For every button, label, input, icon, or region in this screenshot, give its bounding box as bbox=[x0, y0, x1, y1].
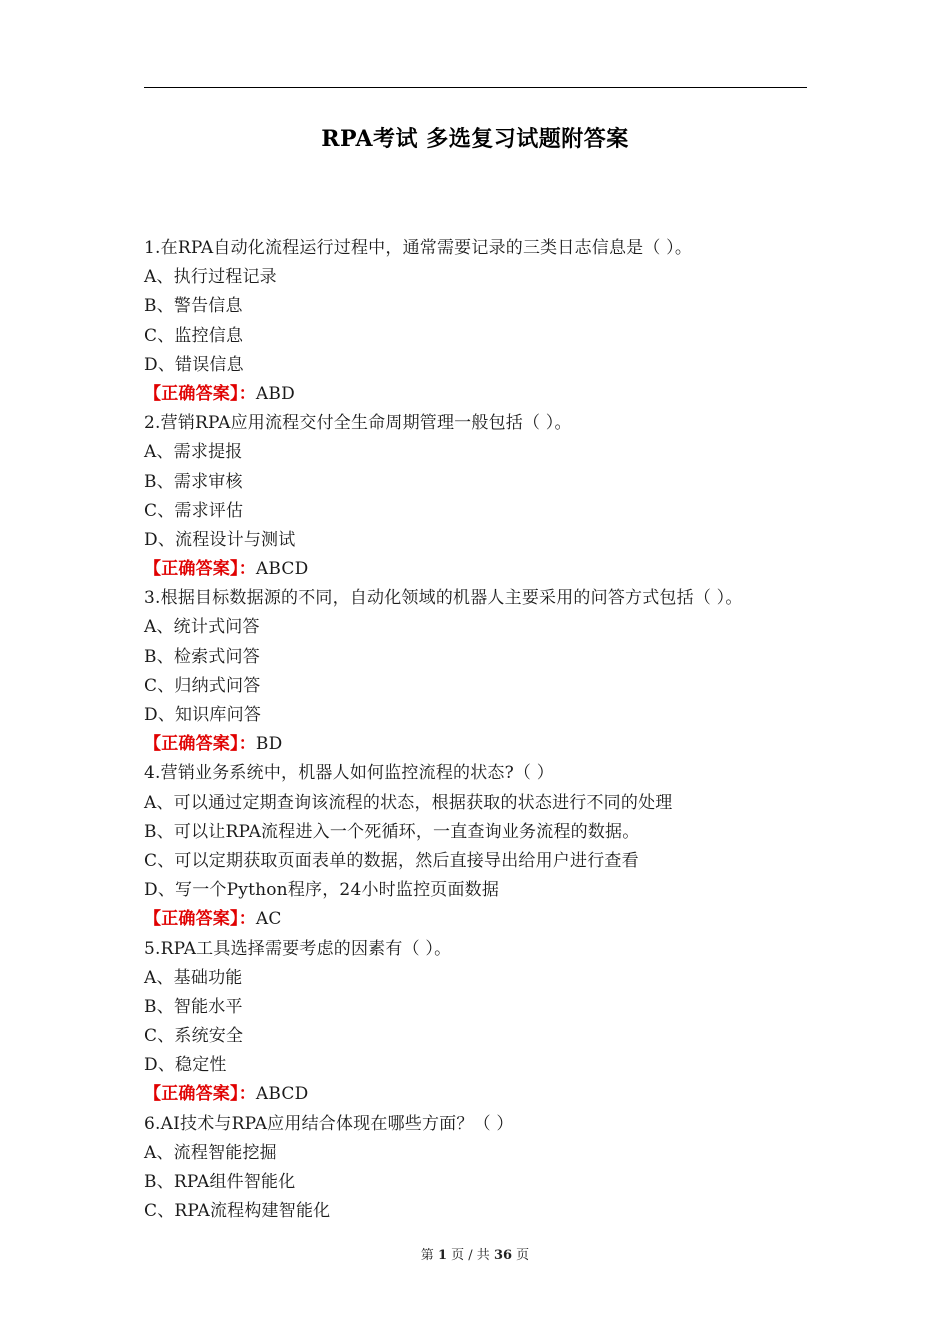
footer-page-number: 1 bbox=[437, 1248, 447, 1263]
answer-value: ABD bbox=[255, 383, 295, 404]
answer-value: AC bbox=[255, 909, 282, 930]
answer-label: 【正确答案】： bbox=[144, 559, 256, 580]
answer-line bbox=[144, 905, 824, 934]
answer-value: ABCD bbox=[255, 559, 309, 580]
footer-suffix: 页 bbox=[516, 1248, 530, 1263]
option: A、需求提报 bbox=[144, 442, 243, 463]
option: B、RPA组件智能化 bbox=[144, 1172, 296, 1192]
option: D、稳定性 bbox=[144, 1055, 227, 1076]
option: A、流程智能挖掘 bbox=[144, 1142, 277, 1163]
answer-label: 【正确答案】： bbox=[144, 1084, 256, 1105]
question-stem: 5.RPA工具选择需要考虑的因素有（ ）。 bbox=[144, 938, 452, 959]
answer-line bbox=[144, 555, 824, 584]
answer-label: 【正确答案】： bbox=[144, 383, 256, 404]
footer-prefix: 第 bbox=[420, 1248, 434, 1263]
answer-label: 【正确答案】： bbox=[144, 734, 256, 755]
option: D、知识库问答 bbox=[144, 705, 262, 725]
question-list bbox=[144, 234, 824, 1226]
option: A、执行过程记录 bbox=[144, 267, 277, 288]
question-stem: 1.在RPA自动化流程运行过程中，通常需要记录的三类日志信息是（ ）。 bbox=[144, 238, 693, 258]
answer-line bbox=[144, 380, 824, 409]
answer-value: BD bbox=[255, 734, 283, 755]
option: C、RPA流程构建智能化 bbox=[144, 1201, 331, 1222]
option: A、统计式问答 bbox=[144, 617, 260, 638]
question-stem: 2.营销RPA应用流程交付全生命周期管理一般包括（ ）。 bbox=[144, 413, 572, 434]
header-rule bbox=[144, 87, 807, 88]
answer-label: 【正确答案】： bbox=[144, 909, 256, 930]
option: C、系统安全 bbox=[144, 1026, 244, 1047]
option: D、写一个Python程序，24小时监控页面数据 bbox=[144, 880, 500, 901]
question-stem: 3.根据目标数据源的不同，自动化领域的机器人主要采用的问答方式包括（ ）。 bbox=[144, 588, 743, 609]
question-stem: 6.AI技术与RPA应用结合体现在哪些方面？（ ） bbox=[144, 1113, 514, 1134]
option: A、基础功能 bbox=[144, 967, 243, 988]
option: C、监控信息 bbox=[144, 325, 244, 346]
footer-total-pages: 36 bbox=[493, 1248, 513, 1263]
option: D、流程设计与测试 bbox=[144, 529, 296, 550]
option: D、错误信息 bbox=[144, 354, 244, 375]
answer-value: ABCD bbox=[255, 1084, 309, 1105]
question-stem: 4.营销业务系统中，机器人如何监控流程的状态?（ ） bbox=[144, 763, 554, 784]
option: B、需求审核 bbox=[144, 471, 243, 492]
footer-middle: 页 / 共 bbox=[451, 1248, 490, 1263]
option: B、检索式问答 bbox=[144, 646, 260, 667]
document-title: RPA考试 多选复习试题附答案 bbox=[321, 126, 629, 152]
option: C、需求评估 bbox=[144, 500, 244, 521]
option: B、智能水平 bbox=[144, 996, 243, 1017]
option: C、归纳式问答 bbox=[144, 675, 261, 696]
option: A、可以通过定期查询该流程的状态，根据获取的状态进行不同的处理 bbox=[144, 792, 673, 813]
option: B、警告信息 bbox=[144, 296, 243, 317]
option: B、可以让RPA流程进入一个死循环，一直查询业务流程的数据。 bbox=[144, 821, 640, 842]
option: C、可以定期获取页面表单的数据，然后直接导出给用户进行查看 bbox=[144, 850, 639, 871]
answer-line bbox=[144, 1080, 824, 1109]
page-footer bbox=[0, 1244, 950, 1263]
answer-line bbox=[144, 730, 824, 759]
